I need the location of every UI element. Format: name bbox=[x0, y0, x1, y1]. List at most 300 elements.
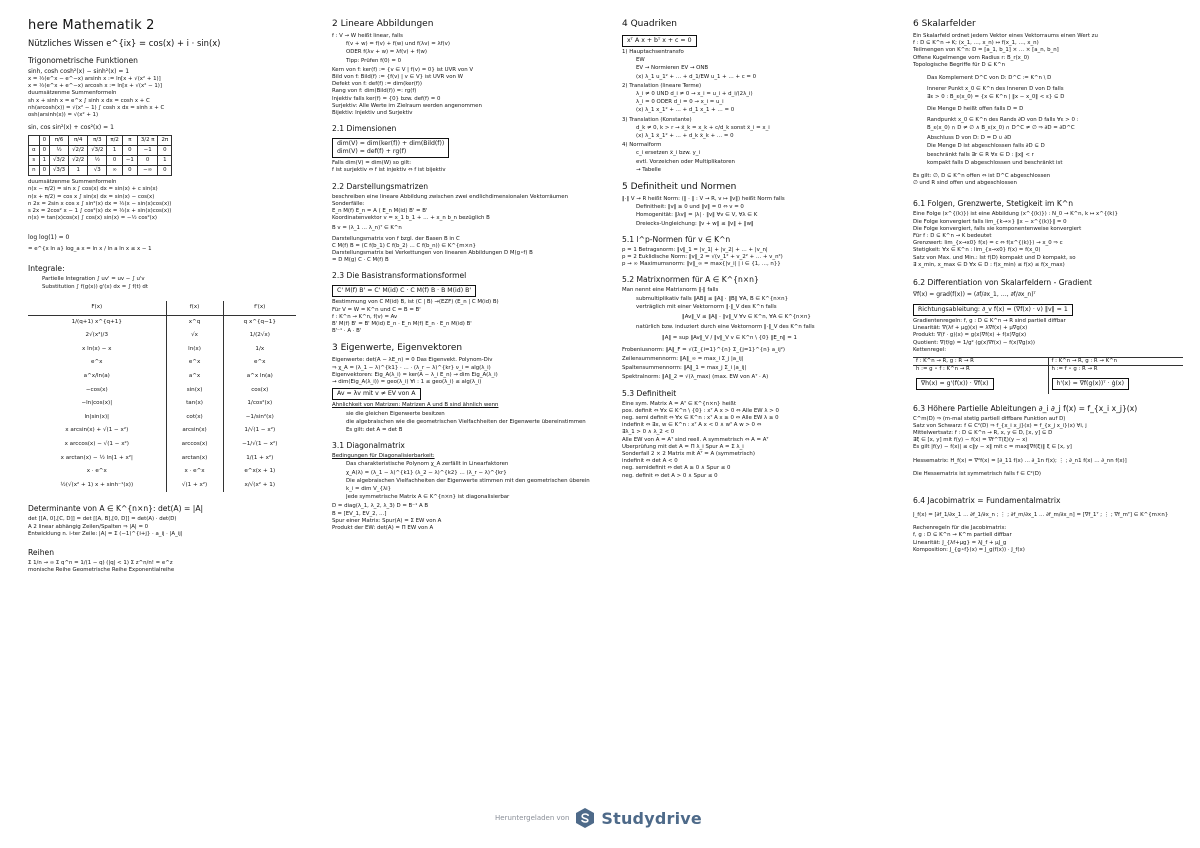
list-item: • Dreiecks-Ungleichung: ‖v + w‖ ≤ ‖v‖ + ‖w‖ bbox=[636, 221, 904, 228]
matrix-norm-induced bbox=[622, 324, 904, 331]
formula-line: f : K^n → K^n, f(v) = Av bbox=[332, 313, 398, 320]
formula-line: Stetigkeit: ∀x ∈ K^n : lim_{x→x0} f(x) = f(x_0) bbox=[913, 247, 1041, 254]
formula-line: Die Hessematrix ist symmetrisch falls f ∈ C²(D) bbox=[913, 470, 1041, 477]
list-item: • kompakt falls D abgeschlossen und beschränkt ist bbox=[927, 160, 1195, 167]
formula-line: duumsätzenme Summenformeln bbox=[28, 179, 117, 186]
formula-line: Sonderfall 2 × 2 Matrix mit Aᵀ = A (symmetrisch) bbox=[622, 450, 755, 457]
formula-line: Mittelwertsatz: f : D ⊆ K^n → R, x, y ∈ D, [x, y] ⊆ D bbox=[913, 429, 1053, 436]
formula-line: Rechenregeln für die Jacobimatrix: bbox=[913, 525, 1007, 532]
subsection-heading: 6.4 Jacobimatrix = Fundamentalmatrix bbox=[913, 495, 1061, 505]
formula-line: Darstellungsmatrix bei Verkettungen von linearen Abbildungen D M(g∘f) B bbox=[332, 250, 533, 257]
formula-line: Zeilensummennorm: ‖A‖_∞ = max_i Σ_j |a_ij| bbox=[622, 355, 744, 362]
formula-line: B v = (λ_1 … λ_n)ᵀ ∈ K^n bbox=[332, 225, 402, 232]
list-item: • verträglich mit einer Vektornorm ‖·‖_V des K^n falls bbox=[636, 304, 904, 311]
table-cell: 0 bbox=[39, 146, 49, 156]
formula-line: Bestimmung von C M(id) B, ist (C | B) →(EZF) (E_n | C M(id) B) bbox=[332, 299, 499, 306]
sincos-block bbox=[28, 179, 310, 222]
table-cell: 1/x bbox=[255, 345, 265, 352]
list-item: • Tipp: Prüfen f(0) = 0 bbox=[346, 58, 614, 65]
formula-line: sinh, cosh cosh²(x) − sinh²(x) = 1 bbox=[28, 68, 130, 75]
formula-line: Die Folge konvergiert, falls sie komponentenweise konvergiert bbox=[913, 225, 1082, 232]
list-item: • → Tabelle bbox=[636, 167, 904, 174]
log-detail: = e^{x ln a} log_a x = ln x / ln a ln x ≤ x − 1 bbox=[28, 246, 152, 253]
formula-line: C M(f) B = (C f(b_1) C f(b_2) … C f(b_n)) ∈ K^{m×n} bbox=[332, 242, 476, 249]
formula-line: Eigenvektoren: Eig_A(λ_i) = ker(A − λ_i E_n) → dim Eig_A(λ_i) bbox=[332, 371, 498, 378]
table-cell: arctan(x) bbox=[166, 452, 223, 466]
formula-line: Bedingungen für Diagonalisierbarkeit: bbox=[332, 453, 435, 460]
formula-line: neg. definit ⇔ det A > 0 ∧ Spur ≤ 0 bbox=[622, 472, 718, 479]
table-header-cell: π bbox=[122, 136, 137, 146]
table-cell: cot(x) bbox=[166, 411, 223, 425]
formula-line: Satz von Max. und Min.: Ist f(D) kompakt und D kompakt, so bbox=[913, 254, 1076, 261]
table-cell: −1/√(1 − x²) bbox=[242, 440, 278, 447]
table-cell: √(1 + x²) bbox=[166, 479, 223, 493]
subsection-heading: 5.2 Matrixnormen für A ∈ K^{n×n} bbox=[622, 275, 759, 285]
table-cell: a^x bbox=[166, 370, 223, 384]
formula-line: Koordinatenvektor v = x_1 b_1 + … + x_n b_n bezüglich B bbox=[332, 215, 490, 222]
column-1 bbox=[28, 18, 310, 828]
formula-line: Gradientenregeln: f, g : D ⊆ K^n → R sind partiell diffbar bbox=[913, 318, 1066, 325]
formula-line: p = 1 Betragsnorm: ‖v‖_1 = |v_1| + |v_2| + … + |v_n| bbox=[622, 246, 768, 253]
table-cell: arcsin(x) bbox=[166, 424, 223, 438]
table-cell: −∞ bbox=[137, 166, 158, 176]
formula-line: ∃ x_min, x_max ∈ D ∀x ∈ D : f(x_min) ≤ f(x) ≤ f(x_max) bbox=[913, 261, 1065, 268]
list-item: • λ_i = 0 ODER d_i = 0 → x_i = u_i bbox=[636, 99, 904, 106]
formula-line: Injektiv falls ker(f) = {0} bzw. def(f) = 0 bbox=[332, 95, 441, 102]
subsection-heading: 2.1 Dimensionen bbox=[332, 124, 397, 134]
formula-line: duumsätzenme Summenformeln bbox=[28, 90, 117, 97]
formula-line: Linearität: J_{λf+μg} = λJ_f + μJ_g bbox=[913, 539, 1007, 546]
table-cell: 1/cos²(x) bbox=[247, 400, 273, 407]
table-cell: tan(x) bbox=[166, 397, 223, 411]
formula-line: Ein Skalarfeld ordnet jedem Vektor eines Vektorraums einen Wert zu bbox=[913, 33, 1098, 39]
studydrive-watermark bbox=[495, 806, 702, 830]
table-header-cell: 0 bbox=[39, 136, 49, 146]
formula-line: Spur einer Matrix: Spur(A) = Σ EW von A bbox=[332, 517, 442, 524]
formula-line: sh x + sinh x = e^x ∫ sinh x dx = cosh x + C bbox=[28, 97, 150, 104]
integrals-heading: Integrale: bbox=[28, 263, 65, 273]
table-cell: √3 bbox=[88, 166, 107, 176]
formula-line: Quotient: ∇(f/g) = 1/g² (g(x)∇f(x) − f(x)∇g(x)) bbox=[913, 339, 1035, 346]
table-cell: 1/(1 + x²) bbox=[246, 454, 274, 461]
integral-rules bbox=[28, 276, 310, 291]
table-cell: −cos(x) bbox=[28, 384, 166, 398]
table-cell: ∞ bbox=[107, 166, 123, 176]
table-cell: √3/2 bbox=[88, 146, 107, 156]
table-cell: √x bbox=[166, 329, 223, 343]
formula-line: det [[A, 0],[C, D]] = det [[A, B],[0, D]] = det(A) · det(D) bbox=[28, 516, 177, 523]
formula-line: x = ½(e^x − e^−x) arsinh x := ln[x + √(x² + 1)] bbox=[28, 76, 161, 82]
formula-line: B'⁻¹ · A · B' bbox=[332, 328, 362, 335]
table-cell: 0 bbox=[158, 146, 172, 156]
gradient-formula: ∇f(x) = grad(f(x)) = (∂f/∂x_1, …, ∂f/∂x_n)ᵀ bbox=[913, 291, 1036, 299]
list-item: • χ_A(λ) = (λ_1 − λ)^{k1} (λ_2 − λ)^{k2} … (λ_r − λ)^{kr} bbox=[346, 470, 614, 477]
formula-line: indefinit ⇔ ∃x, w ∈ K^n : xᵀ A x < 0 ∧ wᵀ A w > 0 ⇔ bbox=[622, 422, 762, 429]
table-header-cell: f'(x) bbox=[223, 301, 296, 315]
list-item: • Innerer Punkt x_0 ∈ K^n des Inneren D̊ von D falls bbox=[927, 86, 1195, 93]
table-cell: ½ bbox=[50, 146, 69, 156]
formula-line: neg. semi definit ⇔ ∀x ∈ K^n : xᵀ A x ≥ 0 ⇔ Alle EW λ ≥ 0 bbox=[622, 414, 779, 421]
page-title: here Mathematik 2 bbox=[28, 18, 155, 33]
table-header-cell: π/4 bbox=[69, 136, 88, 146]
table-row bbox=[28, 343, 296, 357]
formula-line: Kern von f: ker(f) := {v ∈ V | f(v) = 0} ist UVR von V bbox=[332, 66, 474, 73]
matrix-norm-properties bbox=[622, 296, 904, 311]
list-item: • beschränkt falls ∃r ∈ R ∀x ∈ D : ‖x‖ < r bbox=[927, 152, 1195, 159]
table-cell: 0 bbox=[107, 156, 123, 166]
formula-line: beschreiben eine lineare Abbildung zwischen zwei endlichdimensionalen Vektorräumen bbox=[332, 193, 569, 200]
table-cell: −1/sin²(x) bbox=[245, 413, 274, 420]
formula-line: Es gilt: ∅, D ⊆ K^n offen ⇔ ist D^C abgeschlossen bbox=[913, 173, 1051, 180]
formula-line: Komposition: J_{g∘f}(x) = J_g(f(x)) · J_f(x) bbox=[913, 546, 1025, 553]
table-row bbox=[28, 329, 296, 343]
table-row bbox=[28, 370, 296, 384]
table-row bbox=[28, 356, 296, 370]
formula-line: n 2x = 2sin x cos x ∫ sin²(x) dx = ½(x − sin(x)cos(x)) bbox=[28, 200, 172, 207]
quadric-equation-box: xᵀ A x + bᵀ x + c = 0 bbox=[622, 35, 697, 47]
table-cell: ln|sin(x)| bbox=[28, 411, 166, 425]
table-cell: 2√(x³)/3 bbox=[28, 329, 166, 343]
table-header-cell bbox=[29, 136, 40, 146]
series-heading: Reihen bbox=[28, 547, 55, 557]
table-cell: n bbox=[29, 166, 40, 176]
table-header-cell: f(x) bbox=[166, 301, 223, 315]
table-cell: x · e^x bbox=[166, 465, 223, 479]
eigenvalue-box: Av = λv mit v ≠ EV von A bbox=[332, 388, 421, 400]
formula-line: A 2 linear abhängig Zeilen/Spalten ⇒ |A| = 0 bbox=[28, 523, 149, 530]
formula-line: Entwicklung n. i-ter Zeile: |A| = Σ (−1)^{i+j} · a_ij · |A_ij| bbox=[28, 530, 183, 537]
formula-line: f : V → W heißt linear, falls bbox=[332, 33, 403, 39]
list-item: • Das charakteristische Polynom χ_A zerfällt in Linearfaktoren bbox=[346, 461, 614, 468]
norm-axioms bbox=[622, 204, 904, 228]
section-heading: 4 Quadriken bbox=[622, 19, 677, 29]
subsection-heading: 3.1 Diagonalmatrix bbox=[332, 441, 405, 451]
table-cell: 1 bbox=[107, 146, 123, 156]
list-item: • natürlich bzw. induziert durch eine Vektornorm ‖·‖_V des K^n falls bbox=[636, 324, 904, 331]
formula-line: Ähnlichkeit von Matrizen: Matrizen A und B sind ähnlich wenn bbox=[332, 402, 499, 409]
list-item: • (x) λ_1 x̃_1² + … + d_k x̃_k + … = 0 bbox=[636, 133, 904, 140]
table-header-cell: π/3 bbox=[88, 136, 107, 146]
list-item: • (x) λ_1 x_1² + … + d_1 x_1 + … = 0 bbox=[636, 107, 904, 114]
table-cell: 0 bbox=[122, 146, 137, 156]
formula-line: p → ∞ Maximumsnorm: ‖v‖_∞ = max{|v_i| | i ∈ {1, …, n}} bbox=[622, 261, 781, 268]
formula-line: Überprüfung mit det A = Π λ_i Spur A = Σ λ_i bbox=[622, 443, 744, 450]
table-cell: ln(x) bbox=[166, 343, 223, 357]
list-item: • Homogenität: ‖λv‖ = |λ| · ‖v‖ ∀v ∈ V, ∀λ ∈ K bbox=[636, 212, 904, 219]
table-cell: 1/√(1 − x²) bbox=[244, 427, 276, 434]
formula-line: Surjektiv: Alle Werte im Zielraum werden angenommen bbox=[332, 102, 482, 109]
formula-line: → dim(Eig_A(λ_i)) = geo(λ_i) ∀i : 1 ≤ geo(λ_i) ≤ alg(λ_i) bbox=[332, 379, 482, 386]
formula-line: osh(arsinh(x)) = √(x² + 1) bbox=[28, 112, 99, 119]
subsection-heading: 2.2 Darstellungsmatrizen bbox=[332, 181, 429, 191]
list-item: • λ_i ≠ 0 UND d_i ≠ 0 → x_i = u_i + d_i/(2λ_i) bbox=[636, 91, 904, 98]
formula-line: Es gilt |f(y) − f(x)| ≤ c‖y − x‖ mit c = max‖∇f(ξ)‖ ξ ∈ [x, y] bbox=[913, 444, 1072, 451]
trig-value-table bbox=[28, 135, 172, 176]
formula-line: Bild von f: Bild(f) := {f(v) | v ∈ V} ist UVR von W bbox=[332, 74, 463, 81]
quadric-steps-4 bbox=[622, 150, 904, 174]
formula-line: f ist surjektiv ⇔ f ist injektiv ⇔ f ist bijektiv bbox=[332, 167, 446, 174]
table-cell: x · e^x bbox=[28, 465, 166, 479]
table-cell: x arctan(x) − ½ ln|1 + x²| bbox=[28, 452, 166, 466]
list-item: • Die Menge D heißt offen falls D = D̊ bbox=[927, 106, 1195, 113]
list-item: • c_i ersetzen x̃_i bzw. y_i bbox=[636, 150, 904, 157]
log-identity: log log(1) = 0 bbox=[28, 234, 70, 242]
subsection-heading: 5.3 Definitheit bbox=[622, 388, 677, 398]
table-cell: e^x bbox=[254, 359, 266, 366]
list-item: • f(v + w) = f(v) + f(w) und f(λv) = λf(v) bbox=[346, 41, 614, 48]
formula-line: Man nennt eine Matrixnorm ‖·‖ falls bbox=[622, 287, 719, 294]
table-cell: 1/(2√x) bbox=[249, 332, 270, 339]
quadric-steps-3 bbox=[622, 125, 904, 140]
formula-line: 2) Translation (lineare Terme) bbox=[622, 82, 702, 89]
similarity-conditions bbox=[332, 411, 614, 435]
table-header-cell: 3/2 π bbox=[137, 136, 158, 146]
table-cell: a^x ln(a) bbox=[246, 373, 273, 380]
formula-line: x = ½(e^x + e^−x) arcosh x := ln[x + √(x² − 1)] bbox=[28, 83, 162, 90]
formula-line: f, g : D ⊆ K^n → K^m partiell diffbar bbox=[913, 532, 1012, 539]
watermark-brand: Studydrive bbox=[601, 808, 702, 828]
formula-line: pos. definit ⇔ ∀x ∈ K^n \ {0} : xᵀ A x > 0 ⇔ Alle EW λ > 0 bbox=[622, 407, 779, 414]
formula-line: Für V = W = K^n und C = B = B' bbox=[332, 306, 421, 313]
formula-line: Sonderfälle: bbox=[332, 200, 365, 207]
formula-line: Falls dim(V) = dim(W) so gilt: bbox=[332, 160, 412, 167]
formula-line: Produkt: ∇(f · g)(x) = g(x)∇f(x) + f(x)∇g(x) bbox=[913, 332, 1027, 339]
table-cell: x^q bbox=[166, 315, 223, 329]
formula-line: Darstellungsmatrix von f bzgl. der Basen B in C bbox=[332, 235, 460, 242]
basis-transformation-box: C' M(f) B' = C' M(id) C · C M(f) B · B M(id) B' bbox=[332, 285, 476, 297]
list-item: ∃ε > 0 : B_ε(x_0) = {x ∈ K^n | ‖x − x_0‖ < ε} ⊆ D bbox=[927, 94, 1065, 101]
list-item: • Die Menge D ist abgeschlossen falls ∂D ⊆ D bbox=[927, 143, 1195, 150]
subsection-heading: 6.3 Höhere Partielle Ableitungen ∂_i ∂_j f(x) = f_{x_i x_j}(x) bbox=[913, 403, 1138, 413]
list-item: • submultiplikativ falls ‖AB‖ ≤ ‖A‖ · ‖B‖ ∀A, B ∈ K^{n×n} bbox=[636, 296, 904, 303]
section-heading: 3 Eigenwerte, Eigenvektoren bbox=[332, 343, 463, 354]
list-item: • Partielle Integration ∫ uv' = uv − ∫ u'v bbox=[42, 276, 310, 283]
formula-line: B' M(f) B' = B' M(id) E_n · E_n M(f) E_n · E_n M(id) B' bbox=[332, 321, 472, 328]
table-cell: 0 bbox=[158, 166, 172, 176]
table-row bbox=[28, 438, 296, 452]
table-row bbox=[913, 358, 1183, 366]
table-row bbox=[28, 384, 296, 398]
subsection-heading: 5.1 l^p-Normen für v ∈ K^n bbox=[622, 234, 731, 244]
list-item: • (x) λ_1 u_1² + … + d_1/EW u_1 + … + c = 0 bbox=[636, 74, 904, 81]
list-item: • die algebraischen wie die geometrischen Vielfachheiten der Eigenwerte übereinstimmen bbox=[346, 419, 614, 426]
sincos-identity: sin, cos sin²(x) + cos²(x) = 1 bbox=[28, 124, 114, 132]
list-item: B_ε(x_0) ∩ D ≠ ∅ ∧ B_ε(x_0) ∩ D^C ≠ ∅ ⇒ ∂D = ∂D^C bbox=[927, 125, 1075, 132]
formula-line: Teilmengen von K^n: D = [a_1, b_1] × … × [a_n, b_n] bbox=[913, 47, 1059, 54]
formula-line: p = 2 Euklidische Norm: ‖v‖_2 = √(v_1² + v_2² + … + v_n²) bbox=[622, 254, 783, 261]
formula-line: n(x) = tan(x)cos(x) ∫ cos(x) sin(x) = −½ cos²(x) bbox=[28, 215, 158, 222]
table-header-cell: 2π bbox=[158, 136, 172, 146]
formula-line: C^m(D) ⇒ (m-mal stetig partiell diffbare Funktion auf D) bbox=[913, 415, 1066, 422]
table-cell: −1 bbox=[137, 146, 158, 156]
jacobi-formula: J_f(x) = [∂f_1/∂x_1 … ∂f_1/∂x_n ; ⋮ ; ∂f_m/∂x_1 … ∂f_m/∂x_n] = [∇f_1ᵀ ; ⋮ ; ∇f_mᵀ] ∈ K^{m×n} bbox=[913, 511, 1169, 518]
list-item: • Abschluss D̄ von D: D̄ = D ∪ ∂D bbox=[927, 135, 1195, 142]
table-header-row bbox=[28, 301, 296, 315]
formula-line: Für f : D ⊆ K^n → K bedeutet bbox=[913, 233, 992, 240]
formula-line: Offene Kugelmenge vom Radius r: B_r(x_0) bbox=[913, 54, 1030, 61]
table-cell bbox=[1048, 374, 1183, 394]
directional-derivative-box: Richtungsableitung: ∂_v f(x) = (∇f(x) · v) ‖v‖ = 1 bbox=[913, 304, 1073, 316]
formula-line: Linearität: ∇(λf + μg)(x) = λ∇f(x) + μ∇g(x) bbox=[913, 325, 1028, 332]
table-cell: α bbox=[29, 146, 40, 156]
formula-line: Rang von f: dim(Bild(f)) =: rg(f) bbox=[332, 88, 417, 95]
formula-line: monische Reihe Geometrische Reihe Exponentialreihe bbox=[28, 567, 175, 574]
table-cell: 0 bbox=[122, 166, 137, 176]
formula-line: ∃λ_1 > 0 ∧ λ_2 < 0 bbox=[622, 429, 675, 436]
section-heading: 2 Lineare Abbildungen bbox=[332, 19, 434, 29]
formula-line: dim(V) = def(f) + rg(f) bbox=[337, 148, 407, 156]
table-row bbox=[913, 374, 1183, 394]
formula-line: Eigenwerte: det(A − λE_n) = 0 Das Eigenvekt. Polynom-Div bbox=[332, 357, 493, 364]
table-header-cell: F(x) bbox=[28, 301, 166, 315]
table-cell: −ln|cos(x)| bbox=[28, 397, 166, 411]
table-cell: ½ bbox=[88, 156, 107, 166]
table-row bbox=[28, 397, 296, 411]
list-item: • Substitution ∫ f(g(x)) g'(x) dx = ∫ f(t) dt bbox=[42, 284, 310, 291]
table-cell: f : K^n → R, g : R → R bbox=[913, 358, 1048, 366]
table-cell: h := f ∘ g : R → R bbox=[1051, 366, 1098, 373]
formula-line: Defekt von f: def(f) := dim(ker(f)) bbox=[332, 81, 422, 88]
table-row bbox=[28, 424, 296, 438]
formula-line: s 2x = 2cos² x − 1 ∫ cos²(x) dx = ½(x + sin(x)cos(x)) bbox=[28, 208, 172, 215]
formula-line: ‖A‖ = sup ‖Av‖_V / ‖v‖_V v ∈ K^n \ {0} ‖E_n‖ = 1 bbox=[662, 335, 797, 342]
table-cell: 1 bbox=[158, 156, 172, 166]
table-cell: −1 bbox=[122, 156, 137, 166]
table-row bbox=[28, 479, 296, 493]
formula-line: ⇒ χ_A = (λ_1 − λ)^{k1} · … · (λ_r − λ)^{kr} ν_i = alg(λ_i) bbox=[332, 364, 491, 371]
list-item: • ODER f(λv + w) = λf(v) + f(w) bbox=[346, 49, 614, 56]
subsection-heading: 2.3 Die Basistransformationsformel bbox=[332, 271, 467, 281]
formula-line: B = [EV_1, EV_2, …] bbox=[332, 510, 387, 517]
formula-line: n(x + π/2) = cos x ∫ sin(x) dx = sin(x) − cos(x) bbox=[28, 193, 155, 200]
formula-line: Kettenregel: bbox=[913, 346, 947, 353]
table-cell: √3/2 bbox=[50, 156, 69, 166]
table-cell: 1 bbox=[69, 166, 88, 176]
formula-line: D = diag(λ_1, λ_2, λ_3) D = B⁻¹ A B bbox=[332, 503, 429, 510]
table-cell: √3/3 bbox=[50, 166, 69, 176]
formula-line: n(x − π/2) = sin x ∫ cos(x) dx = sin(x) + c sin(x) bbox=[28, 186, 158, 193]
table-cell: ½(√(x² + 1) x + sinh⁻¹(x)) bbox=[28, 479, 166, 493]
formula-line: Grenzwert: lim_{x→x0} f(x) = c ⇔ f(x^{(k)}) → x_0 ⇒ c bbox=[913, 240, 1063, 247]
linearity-conditions bbox=[332, 41, 614, 65]
table-row bbox=[29, 156, 172, 166]
table-cell: 1 bbox=[39, 156, 49, 166]
formula-line: indefinit ⇔ det A < 0 bbox=[622, 458, 678, 465]
column-4 bbox=[913, 18, 1195, 828]
formula-line: E_n M(f) E_n = A ( E_n M(id) B' = B' bbox=[332, 208, 428, 215]
table-cell: e^x bbox=[166, 356, 223, 370]
table-row bbox=[29, 146, 172, 156]
table-cell bbox=[913, 374, 1048, 394]
column-3 bbox=[622, 18, 904, 828]
list-item: • Randpunkt x_0 ∈ K^n des Rands ∂D von D falls ∀ε > 0 : bbox=[927, 117, 1195, 124]
column-2 bbox=[332, 18, 614, 828]
list-item: • k_i = dim V_{λi} bbox=[346, 486, 614, 493]
table-row bbox=[28, 452, 296, 466]
table-cell: 1/(q+1) x^{q+1} bbox=[28, 315, 166, 329]
chain-rule-table bbox=[913, 357, 1183, 393]
table-cell: x ln(x) − x bbox=[28, 343, 166, 357]
list-item: • Jede symmetrische Matrix A ∈ K^{n×n} ist diagonalisierbar bbox=[346, 494, 614, 501]
formula-line: Spaltensummennorm: ‖A‖_1 = max_j Σ_i |a_ij| bbox=[622, 365, 747, 372]
list-item: • d_k ≠ 0, k > r → x̃_k = x_k + c/d_k sonst x̃_i = x_i bbox=[636, 125, 904, 132]
formula-line: Produkt der EW: det(A) = Π EW von A bbox=[332, 524, 434, 531]
formula-line: 4) Normalform bbox=[622, 142, 662, 149]
integral-table bbox=[28, 301, 296, 492]
formula-line: Frobeniusnorm: ‖A‖_F = √(Σ_{i=1}^{n} Σ_{j=1}^{n} a_ij²) bbox=[622, 346, 786, 353]
subsection-heading: 6.1 Folgen, Grenzwerte, Stetigkeit im K^n bbox=[913, 199, 1074, 209]
section-heading: 5 Definitheit und Normen bbox=[622, 182, 737, 193]
table-cell: cos(x) bbox=[251, 386, 269, 393]
table-cell: q x^{q−1} bbox=[243, 318, 276, 325]
watermark-prefix: Heruntergeladen von bbox=[495, 814, 570, 822]
formula-line: Satz von Schwarz: f ∈ C²(D) ⇒ f_{x_i x_j}(x) = f_{x_j x_i}(x) ∀i, j bbox=[913, 422, 1087, 429]
table-cell: s bbox=[29, 156, 40, 166]
formula-line: dim(V) = dim(ker(f)) + dim(Bild(f)) bbox=[337, 140, 445, 148]
table-row bbox=[28, 411, 296, 425]
formula-line: Σ 1/n → ∞ Σ q^n = 1/(1 − q) (|q| < 1) Σ z^n/n! = e^z bbox=[28, 559, 173, 566]
table-cell: e^x bbox=[28, 356, 166, 370]
table-row bbox=[29, 166, 172, 176]
formula-line: ‖·‖ V → R heißt Norm: (‖ · ‖ : V → R, v ↦ ‖v‖) heißt Norm falls bbox=[622, 196, 785, 203]
list-item: • Definitheit: ‖v‖ ≥ 0 und ‖v‖ = 0 ⇔ v = 0 bbox=[636, 204, 904, 211]
list-item: • EW bbox=[636, 57, 904, 64]
table-header-row bbox=[29, 136, 172, 146]
table-cell: x arccos(x) − √(1 − x²) bbox=[28, 438, 166, 452]
formula-line: f : D ⊆ K^n → K; (x_1, …, x_n) ↦ f(x_1, …, x_n) bbox=[913, 40, 1039, 47]
formula-line: Eine sym. Matrix A = Aᵀ ∈ K^{n×n} heißt bbox=[622, 400, 736, 407]
subsection-heading: 6.2 Differentiation von Skalarfeldern - Gradient bbox=[913, 278, 1092, 288]
hyperbolic-block bbox=[28, 68, 310, 119]
chain-formula-right: h'(x) = ∇f(g(x))ᵀ · ġ(x) bbox=[1052, 378, 1130, 390]
table-header-cell: π/2 bbox=[107, 136, 123, 146]
formula-line: Hessematrix: H_f(x) = ∇²f(x) = [∂_11 f(x) … ∂_1n f(x); ⋮ ; ∂_n1 f(x) … ∂_nn f(x)] bbox=[913, 457, 1127, 464]
formula-line: ∃ξ ∈ [x, y] mit f(y) − f(x) = ∇f^T(ξ)(y − x) bbox=[913, 437, 1028, 444]
table-cell: f : K^n → R, g : R → K^n bbox=[1048, 358, 1183, 366]
formula-line: Spektralnorm: ‖A‖_2 = √(λ_max) (max. EW von Aᵀ · A) bbox=[622, 374, 769, 381]
formula-line: Eine Folge (x^{(k)}) ist eine Abbildung (x^{(k)}) : N_0 → K^n, k ↦ x^{(k)} bbox=[913, 211, 1118, 218]
table-cell: x/√(x² + 1) bbox=[244, 481, 276, 488]
formula-line: ‖Av‖_V ≤ ‖A‖ · ‖v‖_V ∀v ∈ K^n, ∀A ∈ K^{n×n} bbox=[682, 314, 811, 321]
determinant-heading: Determinante von A ∈ K^{n×n}: det(A) = |A| bbox=[28, 504, 204, 514]
list-item: • sie die gleichen Eigenwerte besitzen bbox=[346, 411, 614, 418]
table-header-cell: π/6 bbox=[50, 136, 69, 146]
quadric-steps-1 bbox=[622, 57, 904, 81]
table-cell: 0 bbox=[39, 166, 49, 176]
table-cell: 0 bbox=[137, 156, 158, 166]
formula-line: 1) Hauptachsentransfo bbox=[622, 49, 684, 55]
table-cell: arccos(x) bbox=[166, 438, 223, 452]
table-row bbox=[913, 366, 1183, 374]
list-item: • Das Komplement D^C von D: D^C := K^n \ D bbox=[927, 75, 1195, 82]
section-heading: 6 Skalarfelder bbox=[913, 19, 976, 29]
table-cell: x arcsin(x) + √(1 − x²) bbox=[28, 424, 166, 438]
table-cell: h := g ∘ f : K^n → R bbox=[913, 366, 1048, 374]
diagonalizability-conditions bbox=[332, 461, 614, 501]
formula-line: = D M(g) C · C M(f) B bbox=[332, 257, 389, 264]
euler-formula: Nützliches Wissen e^{ix} = cos(x) + i · sin(x) bbox=[28, 38, 221, 48]
trig-heading: Trigonometrische Funktionen bbox=[28, 56, 138, 65]
table-cell: a^x/ln(a) bbox=[28, 370, 166, 384]
table-cell: e^x(x + 1) bbox=[244, 468, 276, 475]
list-item: • Die algebraischen Vielfachheiten der Eigenwerte stimmen mit den geometrischen überein bbox=[346, 478, 614, 485]
table-cell: √2/2 bbox=[69, 146, 88, 156]
studydrive-logo-icon bbox=[575, 807, 595, 829]
formula-line: Bijektiv: Injektiv und Surjektiv bbox=[332, 110, 413, 117]
list-item: • evtl. Vorzeichen oder Multiplikatoren bbox=[636, 159, 904, 166]
dimension-formula-box bbox=[332, 138, 449, 158]
topology-terms bbox=[913, 75, 1195, 167]
